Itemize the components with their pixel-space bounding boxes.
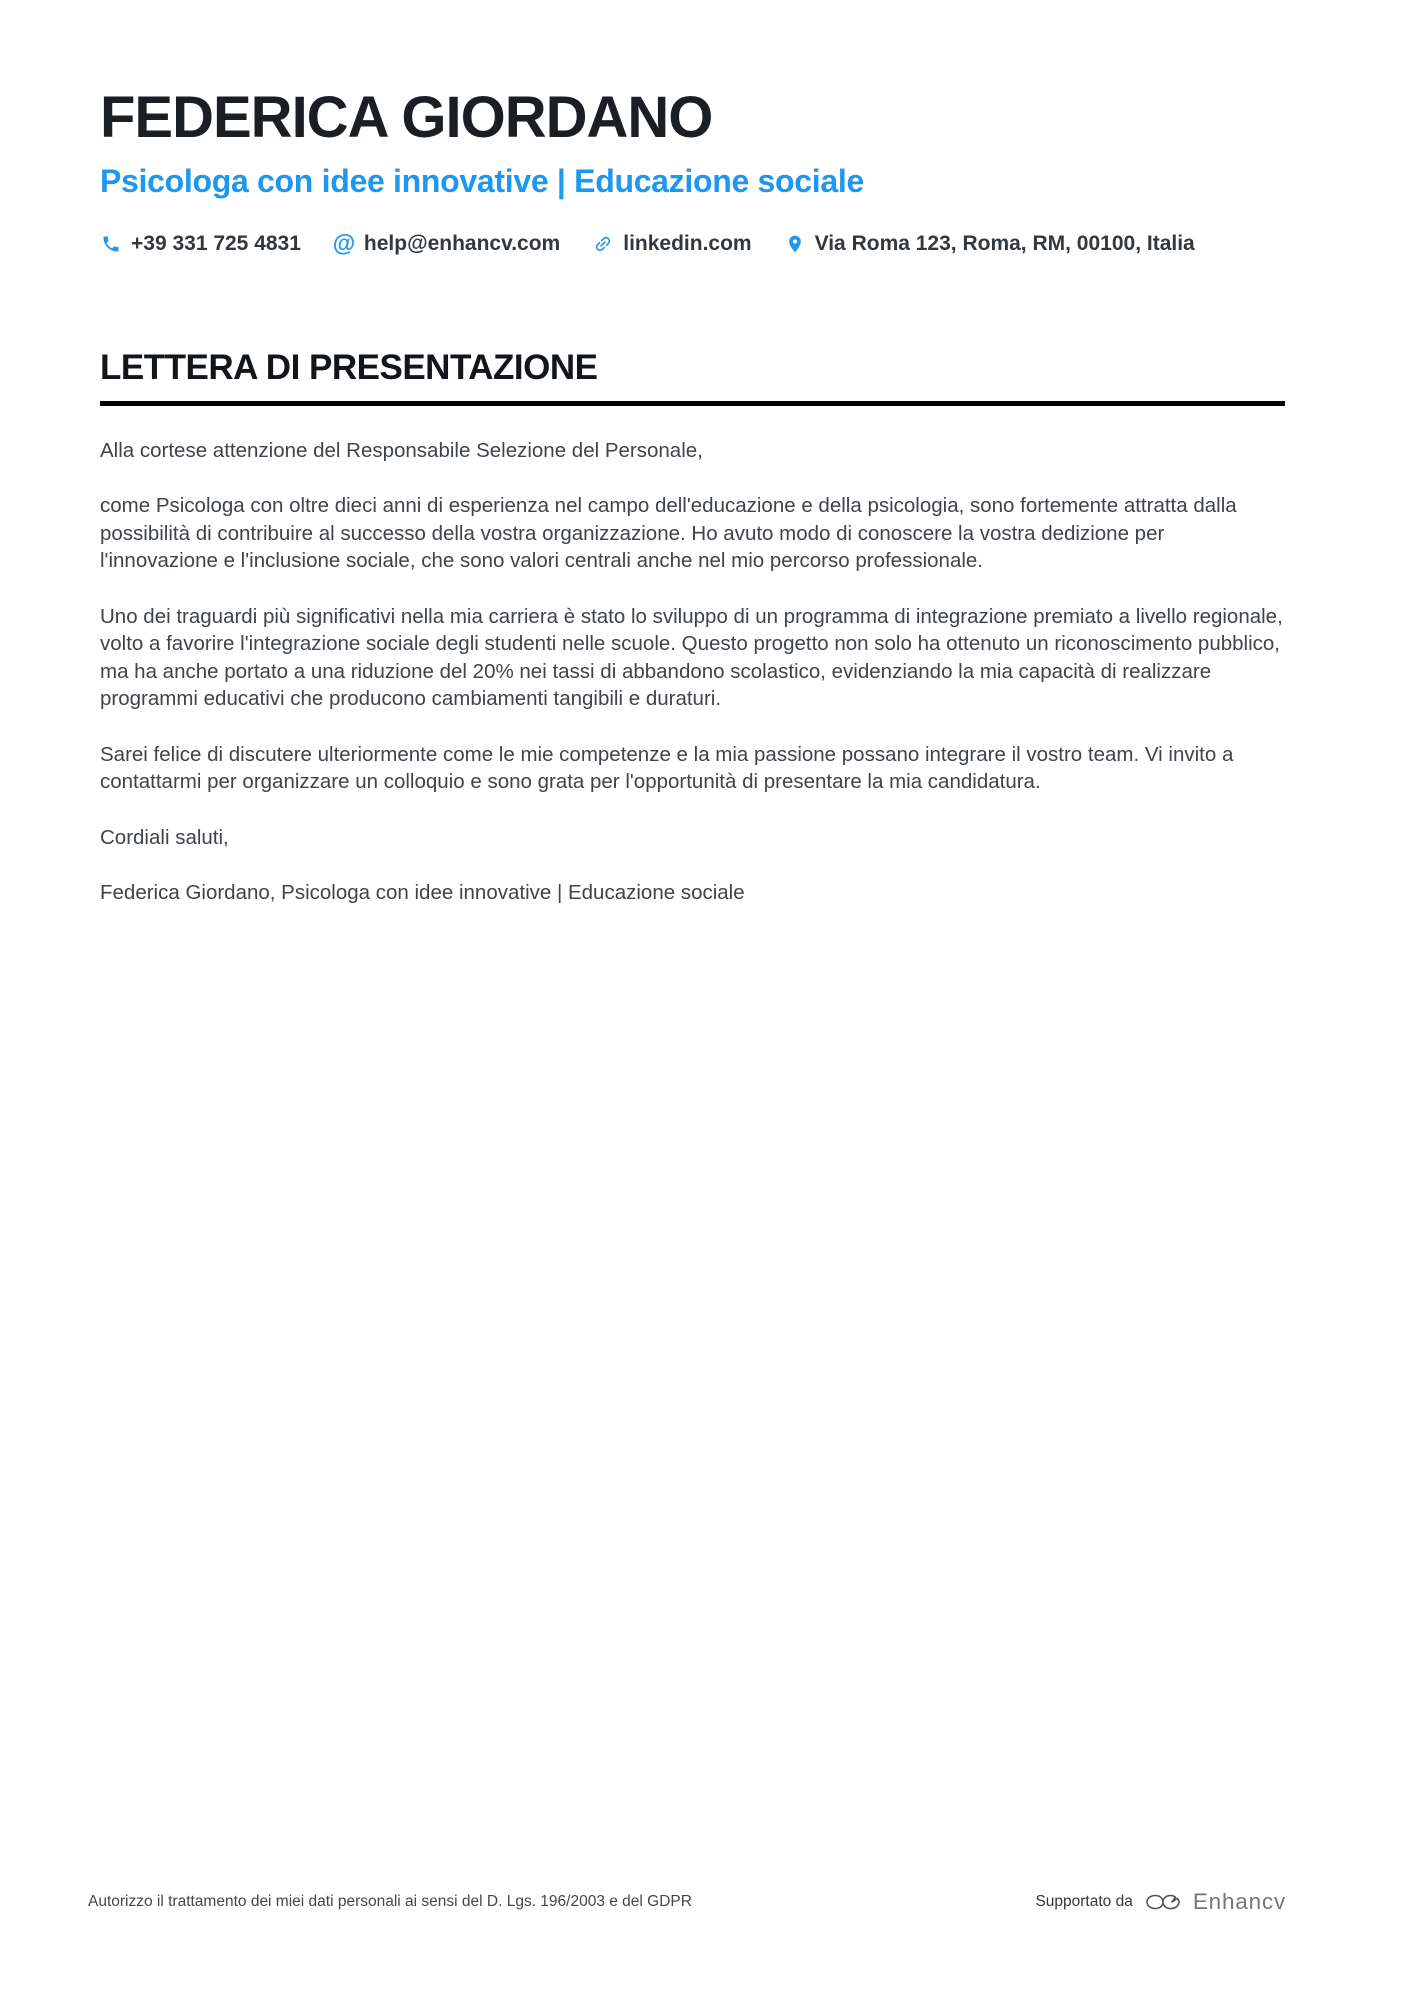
contact-email-label: help@enhancv.com xyxy=(363,231,561,255)
page-footer xyxy=(88,1889,1286,1915)
cover-letter-page xyxy=(0,0,1285,907)
letter-paragraph: Sarei felice di discutere ulteriormente come le mie competenze e la mia passione possano integrare il vostro team. Vi invito a contattarmi per organizzare un colloquio e sono grata per l'opportunità di presentare la mia candidatura. xyxy=(100,742,1234,794)
cover-letter-section xyxy=(100,348,1285,907)
gdpr-disclaimer: Autorizzo il trattamento dei miei dati personali ai sensi del D. Lgs. 196/2003 e del GDPR xyxy=(88,1893,692,1910)
phone-icon xyxy=(100,233,122,255)
powered-by-label: Supportato da xyxy=(1035,1893,1133,1910)
salutation-line: Alla cortese attenzione del Responsabile Selezione del Personale, xyxy=(100,438,703,462)
person-name: FEDERICA GIORDANO xyxy=(100,85,713,150)
job-title: Psicologa con idee innovative | Educazione sociale xyxy=(100,162,864,199)
signature-line: Federica Giordano, Psicologa con idee innovative | Educazione sociale xyxy=(100,881,745,905)
link-icon xyxy=(592,233,614,255)
closing-line: Cordiali saluti, xyxy=(100,825,229,849)
letter-body xyxy=(100,437,1285,907)
at-icon: @ xyxy=(332,230,356,257)
contact-email[interactable] xyxy=(333,232,560,256)
contact-linkedin[interactable] xyxy=(592,232,751,256)
contact-phone[interactable] xyxy=(100,232,301,256)
section-heading: LETTERA DI PRESENTAZIONE xyxy=(100,348,1285,406)
letter-paragraph: Uno dei traguardi più significativi nella mia carriera è stato lo sviluppo di un programma di integrazione premiato a livello regionale, volto a favorire l'integrazione sociale degli studenti nelle scuole. Questo progetto non solo ha ottenuto un riconoscimento pubblico, ma ha anche portato a una riduzione del 20% nei tassi di abbandono scolastico, evidenziando la mia capacità di realizzare programmi educativi che producono cambiamenti tangibili e duraturi. xyxy=(100,604,1283,711)
contact-row xyxy=(100,232,1285,256)
enhancv-logo-icon xyxy=(1144,1891,1182,1913)
brand-wordmark: Enhancv xyxy=(1192,1889,1286,1914)
contact-location xyxy=(784,232,1195,256)
header xyxy=(100,85,1285,257)
location-icon xyxy=(784,233,806,255)
powered-by[interactable] xyxy=(1035,1889,1286,1915)
letter-paragraph: come Psicologa con oltre dieci anni di esperienza nel campo dell'educazione e della psicologia, sono fortemente attratta dalla possibilità di contribuire al successo della vostra organizzazione. Ho avuto modo di conoscere la vostra dedizione per l'innovazione e l'inclusione sociale, che sono valori centrali anche nel mio percorso professionale. xyxy=(100,494,1237,573)
contact-phone-label: +39 331 725 4831 xyxy=(131,231,301,255)
contact-location-label: Via Roma 123, Roma, RM, 00100, Italia xyxy=(814,231,1195,255)
contact-linkedin-label: linkedin.com xyxy=(623,231,752,255)
